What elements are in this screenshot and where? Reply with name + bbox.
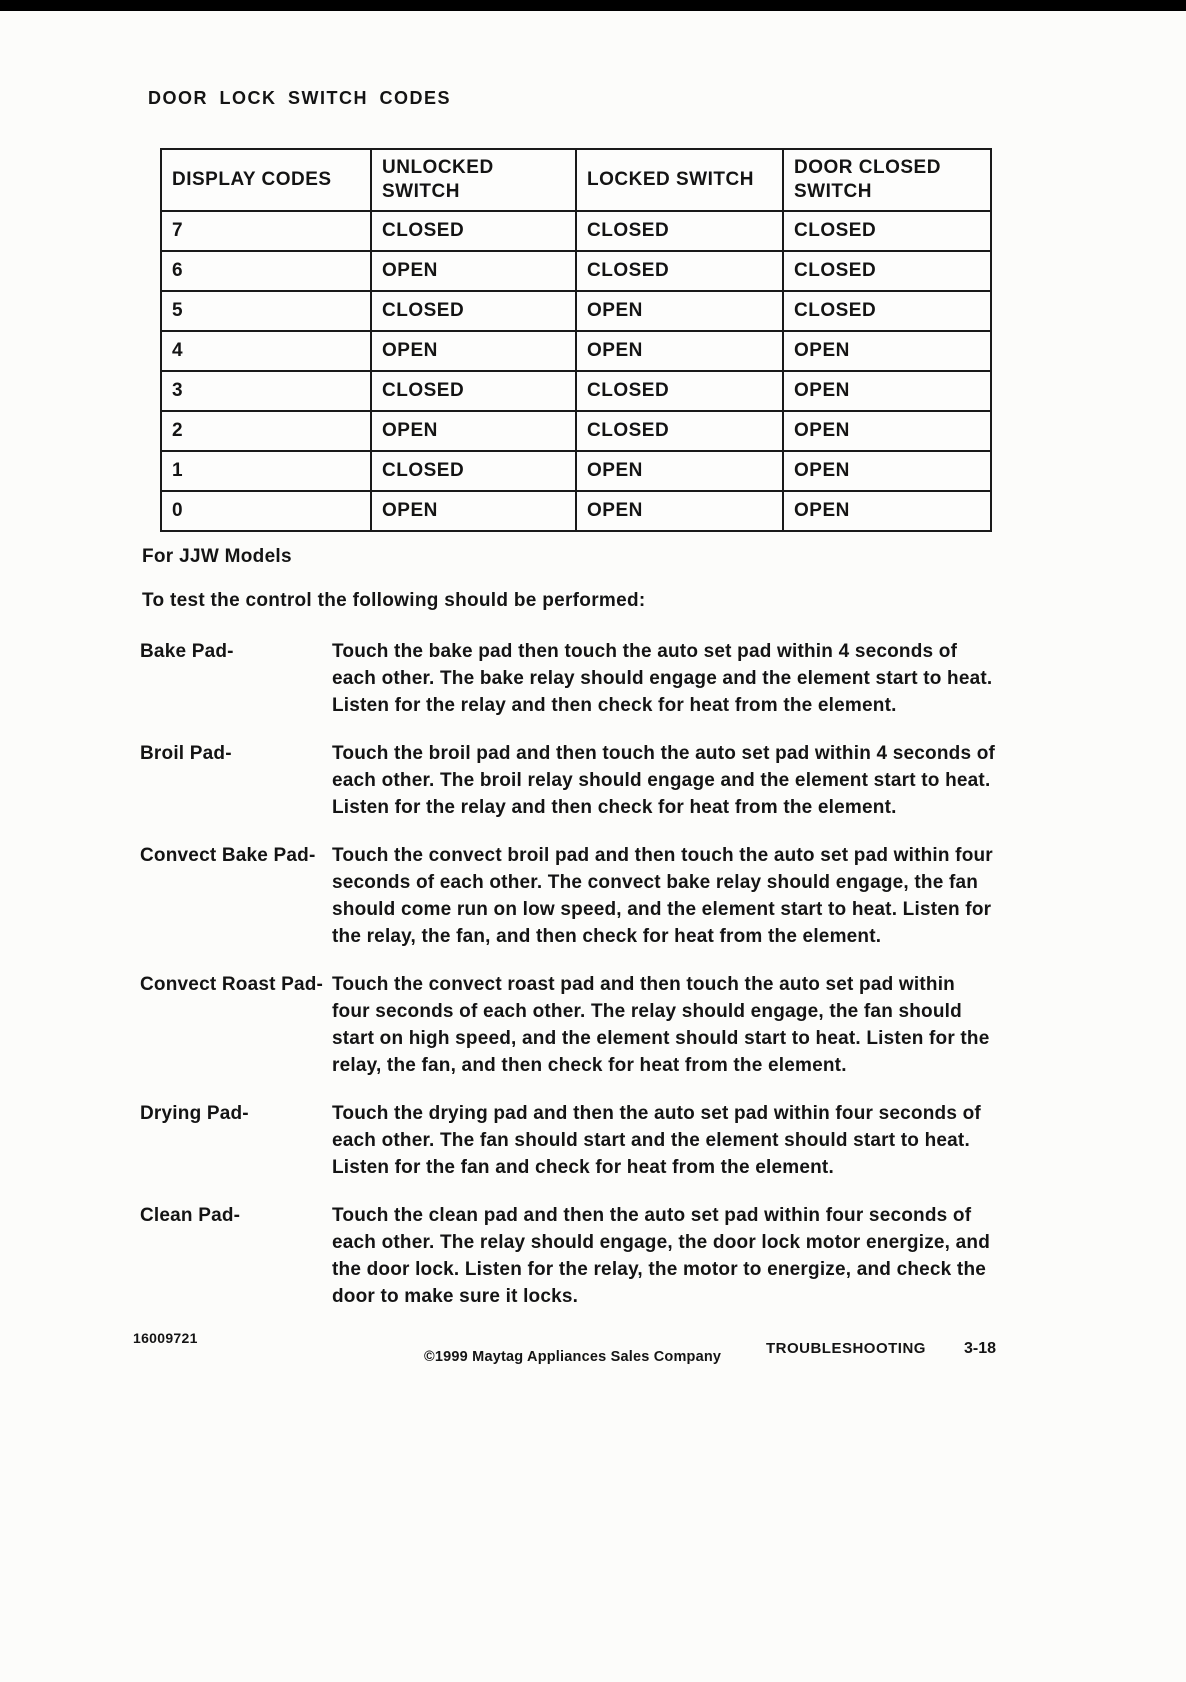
footer-page-number: 3-18 <box>963 1340 996 1357</box>
display-code-cell: 4 <box>161 331 371 371</box>
page-title: DOOR LOCK SWITCH CODES <box>148 88 451 108</box>
display-code-cell: 3 <box>161 371 371 411</box>
unlocked-switch-cell: OPEN <box>371 491 576 531</box>
footer-document-number: 16009721 <box>133 1330 198 1346</box>
unlocked-switch-cell: CLOSED <box>371 451 576 491</box>
display-code-cell: 7 <box>161 211 371 251</box>
procedure-label: Drying Pad- <box>140 1103 249 1124</box>
scan-edge-artifact <box>0 0 1186 11</box>
intro-text: To test the control the following should be performed: <box>142 590 646 611</box>
procedure-label: Clean Pad- <box>140 1205 241 1226</box>
door-lock-switch-codes-table <box>160 148 992 532</box>
procedure-description: Touch the bake pad then touch the auto set pad within 4 seconds of each other. The bake relay should engage and the element start to heat. Listen for the relay and then check for heat from the element. <box>332 641 993 716</box>
display-code-cell: 5 <box>161 291 371 331</box>
procedure-label: Broil Pad- <box>140 743 232 764</box>
locked-switch-cell: OPEN <box>576 451 783 491</box>
locked-switch-cell: CLOSED <box>576 251 783 291</box>
test-procedures-list <box>140 638 998 1331</box>
door-closed-switch-cell: OPEN <box>783 411 991 451</box>
table-row <box>161 251 991 291</box>
table-row <box>161 291 991 331</box>
door-closed-switch-cell: CLOSED <box>783 211 991 251</box>
unlocked-switch-cell: CLOSED <box>371 371 576 411</box>
procedure-label: Bake Pad- <box>140 641 234 662</box>
footer-copyright: ©1999 Maytag Appliances Sales Company <box>424 1349 722 1365</box>
footer-section-info <box>766 1340 996 1358</box>
procedure-item-clean-pad <box>140 1202 998 1310</box>
door-closed-switch-cell: OPEN <box>783 451 991 491</box>
procedure-item-broil-pad <box>140 740 998 821</box>
procedure-description: Touch the drying pad and then the auto set pad within four seconds of each other. The fan should start and the element should start to heat. Listen for the fan and check for heat from the element. <box>332 1103 981 1178</box>
table-header-cell-unlocked-switch: UNLOCKED SWITCH <box>371 149 576 211</box>
procedure-description: Touch the convect roast pad and then touch the auto set pad within four seconds of each other. The relay should engage, the fan should start on high speed, and the element should start to heat. Listen for the relay, the fan, and then check for heat from the element. <box>332 974 990 1076</box>
locked-switch-cell: OPEN <box>576 331 783 371</box>
locked-switch-cell: CLOSED <box>576 411 783 451</box>
display-code-cell: 6 <box>161 251 371 291</box>
locked-switch-cell: OPEN <box>576 291 783 331</box>
unlocked-switch-cell: OPEN <box>371 331 576 371</box>
unlocked-switch-cell: CLOSED <box>371 291 576 331</box>
locked-switch-cell: OPEN <box>576 491 783 531</box>
table-header-cell-door-closed-switch: DOOR CLOSED SWITCH <box>783 149 991 211</box>
unlocked-switch-cell: OPEN <box>371 411 576 451</box>
models-note: For JJW Models <box>142 546 292 567</box>
table-row <box>161 411 991 451</box>
table-header-cell-display-codes: DISPLAY CODES <box>161 149 371 211</box>
door-closed-switch-cell: CLOSED <box>783 291 991 331</box>
door-closed-switch-cell: OPEN <box>783 371 991 411</box>
footer-section-label: TROUBLESHOOTING <box>765 1340 926 1357</box>
door-closed-switch-cell: OPEN <box>783 491 991 531</box>
display-code-cell: 0 <box>161 491 371 531</box>
procedure-item-convect-bake-pad <box>140 842 998 950</box>
procedure-description: Touch the clean pad and then the auto set pad within four seconds of each other. The relay should engage, the door lock motor energize, and the door lock. Listen for the relay, the motor to energize, and check the door to make sure it locks. <box>332 1205 991 1307</box>
display-code-cell: 1 <box>161 451 371 491</box>
procedure-item-drying-pad <box>140 1100 998 1181</box>
table-row <box>161 491 991 531</box>
table-row <box>161 451 991 491</box>
table-row <box>161 331 991 371</box>
procedure-item-bake-pad <box>140 638 998 719</box>
procedure-description: Touch the broil pad and then touch the auto set pad within 4 seconds of each other. The broil relay should engage and the element start to heat. Listen for the relay and then check for heat from the element. <box>332 743 996 818</box>
unlocked-switch-cell: OPEN <box>371 251 576 291</box>
unlocked-switch-cell: CLOSED <box>371 211 576 251</box>
procedure-label: Convect Bake Pad- <box>140 845 316 866</box>
table-row <box>161 371 991 411</box>
locked-switch-cell: CLOSED <box>576 371 783 411</box>
procedure-item-convect-roast-pad <box>140 971 998 1079</box>
table-header-row <box>161 149 991 211</box>
door-closed-switch-cell: CLOSED <box>783 251 991 291</box>
table-header-cell-locked-switch: LOCKED SWITCH <box>576 149 783 211</box>
display-code-cell: 2 <box>161 411 371 451</box>
procedure-description: Touch the convect broil pad and then touch the auto set pad within four seconds of each other. The convect bake relay should engage, the fan should come run on low speed, and the element start to heat. Listen for the relay, the fan, and then check for heat from the element. <box>332 845 993 947</box>
locked-switch-cell: CLOSED <box>576 211 783 251</box>
table-row <box>161 211 991 251</box>
door-closed-switch-cell: OPEN <box>783 331 991 371</box>
procedure-label: Convect Roast Pad- <box>140 974 324 995</box>
